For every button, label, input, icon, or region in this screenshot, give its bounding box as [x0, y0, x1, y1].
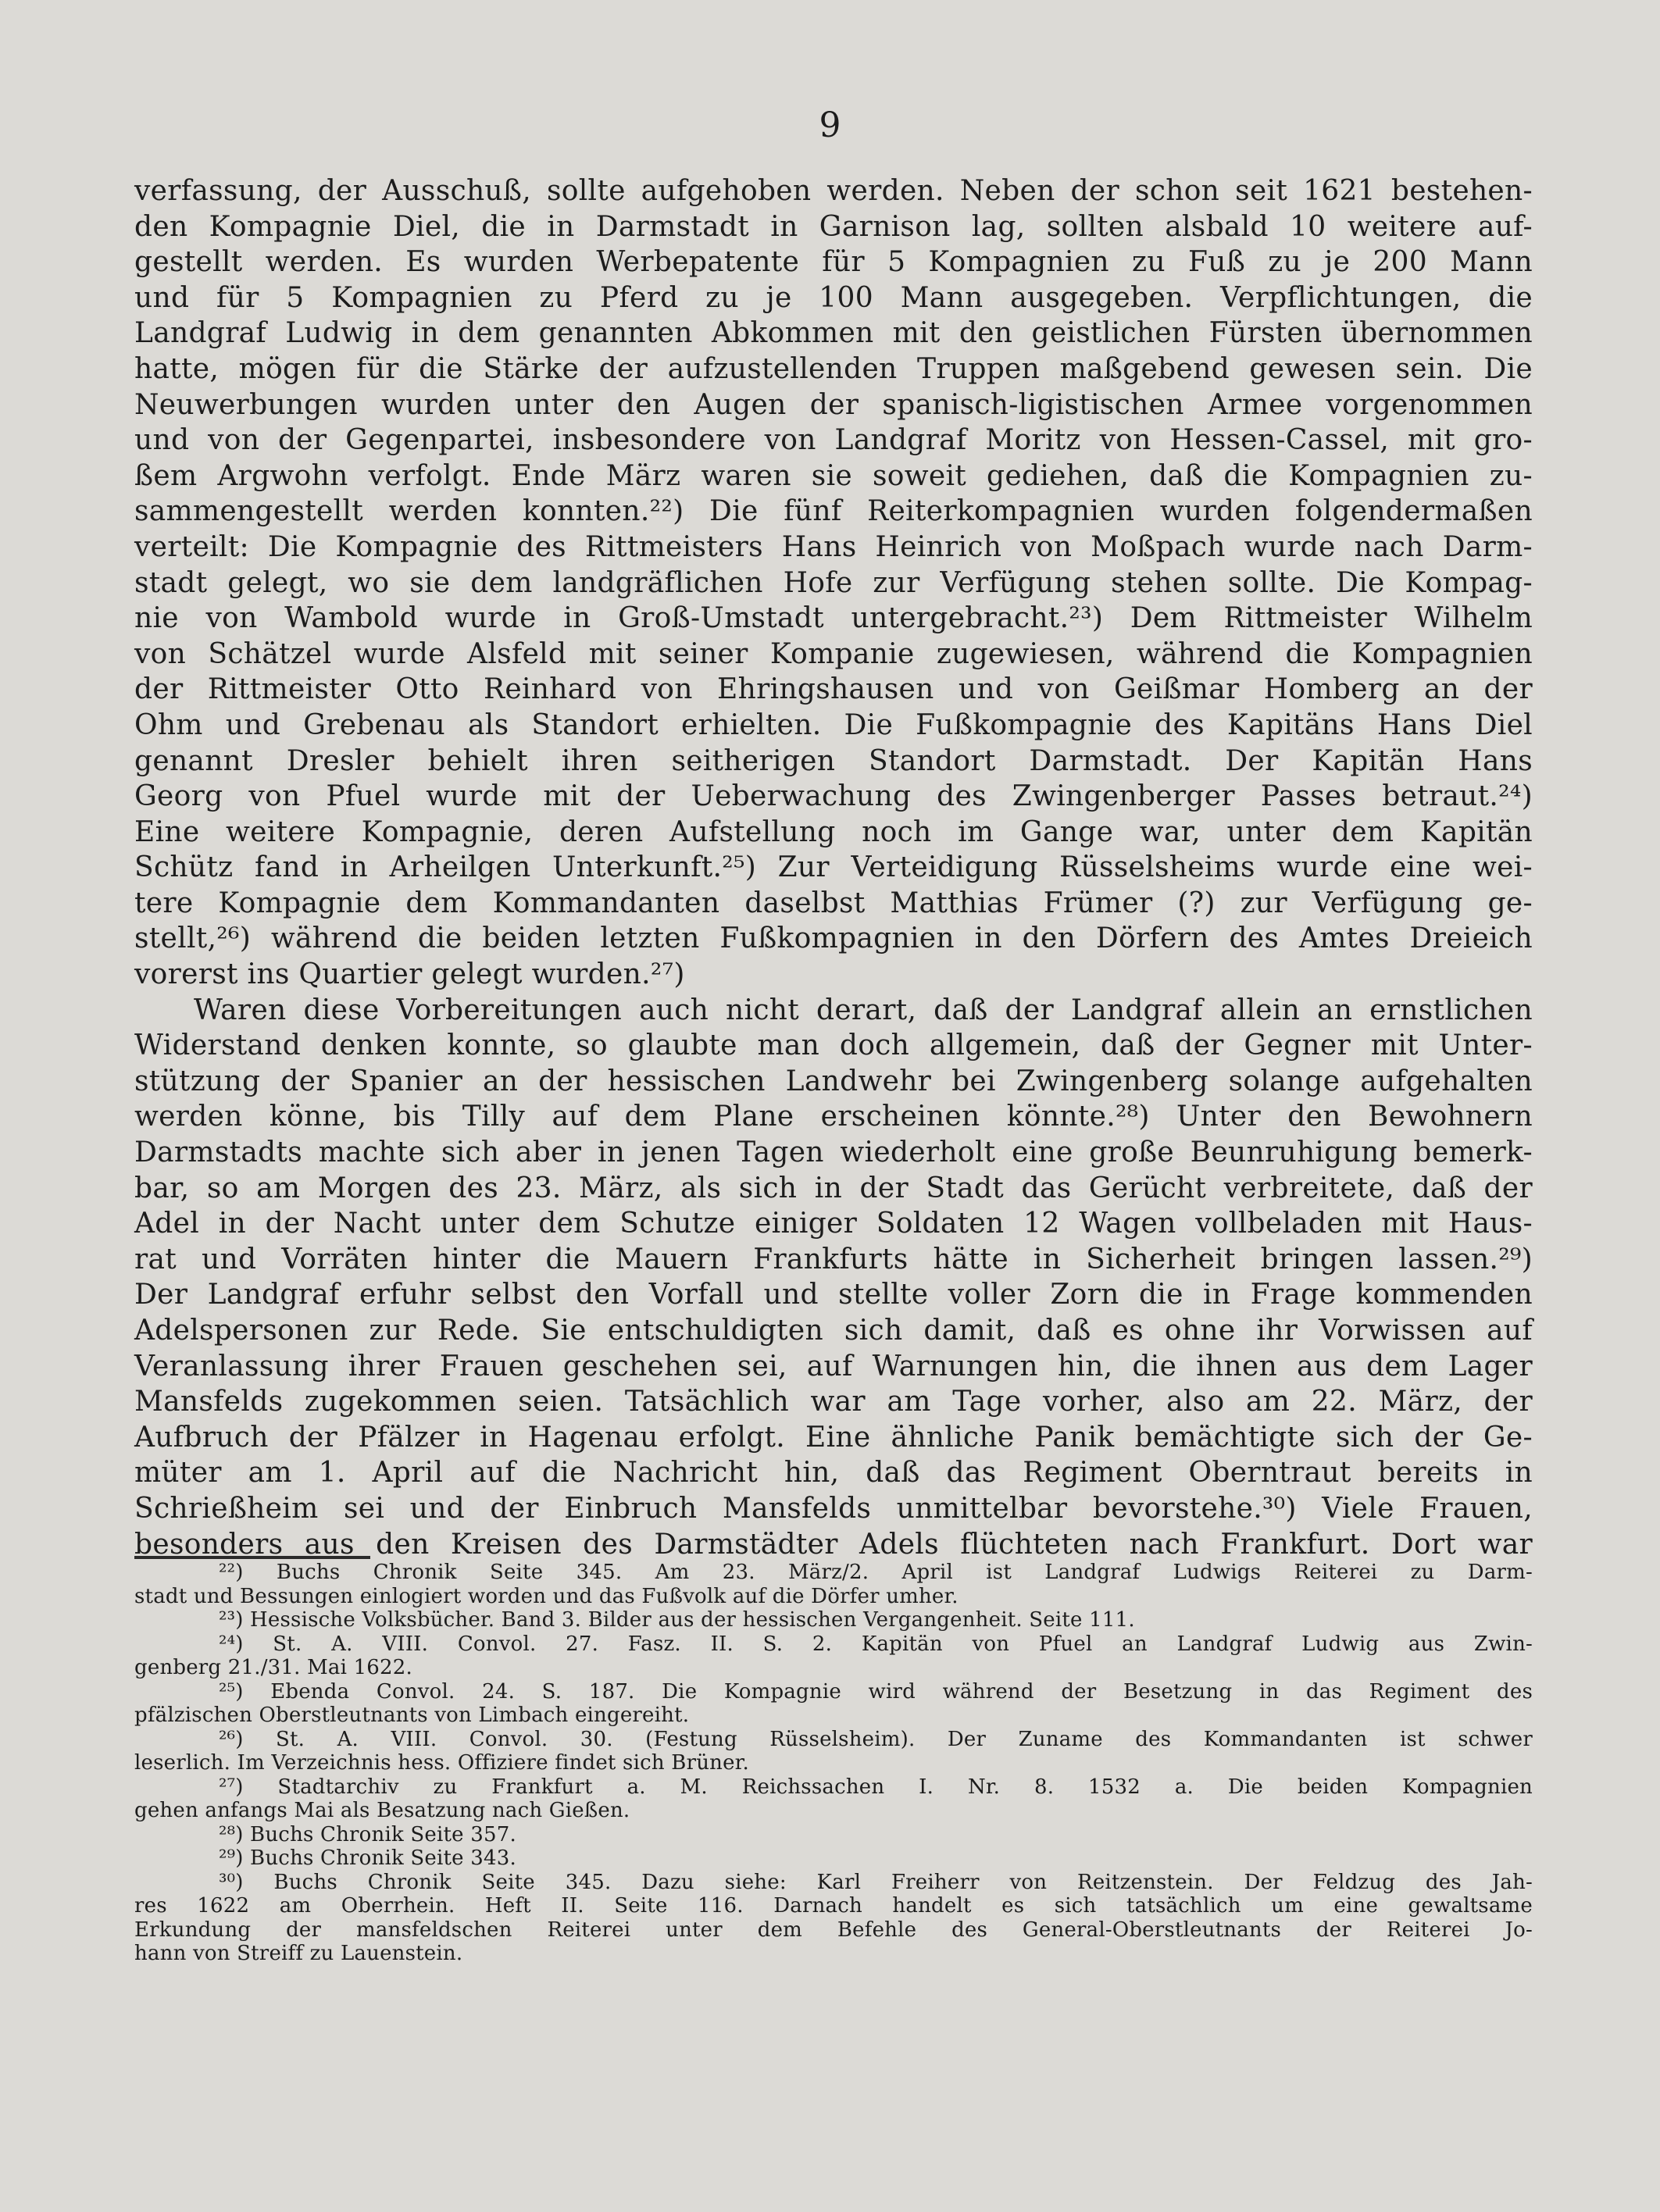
footnote-line: hann von Streiff zu Lauenstein. — [134, 1942, 463, 1965]
body-line: Aufbruch der Pfälzer in Hagenau erfolgt. Eine ähnliche Panik bemächtigte sich der Ge- — [134, 1421, 1533, 1454]
body-line: hatte, mögen für die Stärke der aufzustellenden Truppen maßgebend gewesen sein. Die — [134, 352, 1533, 385]
body-line: Schrießheim sei und der Einbruch Mansfelds unmittelbar bevorstehe.³⁰) Viele Frauen, — [134, 1492, 1533, 1525]
body-line: und von der Gegenpartei, insbesondere von Landgraf Moritz von Hessen-Cassel, mit gro- — [134, 424, 1533, 457]
footnote-line: genberg 21./31. Mai 1622. — [134, 1656, 412, 1679]
body-line: Adel in der Nacht unter dem Schutze einiger Soldaten 12 Wagen vollbeladen mit Haus- — [134, 1208, 1533, 1240]
body-line: verteilt: Die Kompagnie des Rittmeisters Hans Heinrich von Moßpach wurde nach Darm- — [134, 530, 1533, 563]
footnote-line: ²⁴) St. A. VIII. Convol. 27. Fasz. II. S. 2. Kapitän von Pfuel an Landgraf Ludwig aus Zwin- — [219, 1632, 1533, 1656]
body-line: besonders aus den Kreisen des Darmstädter Adels flüchteten nach Frankfurt. Dort war — [134, 1528, 1533, 1561]
body-line: Mansfelds zugekommen seien. Tatsächlich war am Tage vorher, also am 22. März, der — [134, 1386, 1533, 1418]
footnote-line: ²⁹) Buchs Chronik Seite 343. — [219, 1846, 516, 1870]
body-text — [134, 173, 1533, 1562]
footnote-line: ²⁸) Buchs Chronik Seite 357. — [219, 1822, 516, 1846]
body-line: Schütz fand in Arheilgen Unterkunft.²⁵) Zur Verteidigung Rüsselsheims wurde eine wei- — [134, 851, 1533, 884]
footnote-line: ²²) Buchs Chronik Seite 345. Am 23. März/2. April ist Landgraf Ludwigs Reiterei zu Darm- — [219, 1561, 1533, 1584]
body-line: Adelspersonen zur Rede. Sie entschuldigten sich damit, daß es ohne ihr Vorwissen auf — [134, 1315, 1533, 1347]
footnote-line: pfälzischen Oberstleutnants von Limbach eingereiht. — [134, 1704, 690, 1727]
body-line: der Rittmeister Otto Reinhard von Ehringshausen und von Geißmar Homberg an der — [134, 673, 1533, 706]
page-number: 9 — [819, 105, 841, 145]
body-line: gestellt werden. Es wurden Werbepatente für 5 Kompagnien zu Fuß zu je 200 Mann — [134, 246, 1533, 279]
body-line: nie von Wambold wurde in Groß-Umstadt untergebracht.²³) Dem Rittmeister Wilhelm — [134, 602, 1533, 635]
body-line: den Kompagnie Diel, die in Darmstadt in Garnison lag, sollten alsbald 10 weitere auf- — [134, 210, 1533, 243]
body-line: müter am 1. April auf die Nachricht hin, daß das Regiment Oberntraut bereits in — [134, 1457, 1533, 1490]
body-line: Waren diese Vorbereitungen auch nicht derart, daß der Landgraf allein an ernstlichen — [194, 994, 1533, 1026]
body-line: werden könne, bis Tilly auf dem Plane erscheinen könnte.²⁸) Unter den Bewohnern — [134, 1101, 1533, 1133]
body-line: stützung der Spanier an der hessischen Landwehr bei Zwingenberg solange aufgehalten — [134, 1065, 1533, 1097]
body-line: Neuwerbungen wurden unter den Augen der spanisch-ligistischen Armee vorgenommen — [134, 388, 1533, 421]
body-line: tere Kompagnie dem Kommandanten daselbst Matthias Frümer (?) zur Verfügung ge- — [134, 887, 1533, 919]
footnote-line: res 1622 am Oberrhein. Heft II. Seite 116. Darnach handelt es sich tatsächlich um eine gewaltsame — [134, 1894, 1533, 1918]
body-line: und für 5 Kompagnien zu Pferd zu je 100 Mann ausgegeben. Verpflichtungen, die — [134, 281, 1533, 314]
body-line: Ohm und Grebenau als Standort erhielten. Die Fußkompagnie des Kapitäns Hans Diel — [134, 708, 1533, 741]
body-line: Der Landgraf erfuhr selbst den Vorfall und stellte voller Zorn die in Frage kommenden — [134, 1279, 1533, 1311]
body-line: vorerst ins Quartier gelegt wurden.²⁷) — [134, 958, 685, 991]
footnote-line: ²⁶) St. A. VIII. Convol. 30. (Festung Rüsselsheim). Der Zuname des Kommandanten ist schwer — [219, 1727, 1533, 1751]
body-line: von Schätzel wurde Alsfeld mit seiner Kompanie zugewiesen, während die Kompagnien — [134, 637, 1533, 670]
body-line: stellt,²⁶) während die beiden letzten Fußkompagnien in den Dörfern des Amtes Dreieich — [134, 922, 1533, 955]
body-line: Veranlassung ihrer Frauen geschehen sei, auf Warnungen hin, die ihnen aus dem Lager — [134, 1350, 1533, 1382]
body-line: Georg von Pfuel wurde mit der Ueberwachung des Zwingenberger Passes betraut.²⁴) — [134, 780, 1533, 813]
footnote-line: ³⁰) Buchs Chronik Seite 345. Dazu siehe: Karl Freiherr von Reitzenstein. Der Feldzug des Jah- — [219, 1870, 1533, 1894]
body-line: stadt gelegt, wo sie dem landgräflichen Hofe zur Verfügung stehen sollte. Die Kompag- — [134, 566, 1533, 599]
body-line: Widerstand denken konnte, so glaubte man doch allgemein, daß der Gegner mit Unter- — [134, 1029, 1533, 1062]
footnote-line: stadt und Bessungen einlogiert worden und das Fußvolk auf die Dörfer umher. — [134, 1584, 959, 1608]
body-line: Landgraf Ludwig in dem genannten Abkommen mit den geistlichen Fürsten übernommen — [134, 317, 1533, 350]
body-line: sammengestellt werden konnten.²²) Die fünf Reiterkompagnien wurden folgendermaßen — [134, 495, 1533, 528]
body-line: Eine weitere Kompagnie, deren Aufstellung noch im Gange war, unter dem Kapitän — [134, 815, 1533, 848]
footnote-line: ²⁵) Ebenda Convol. 24. S. 187. Die Kompagnie wird während der Besetzung in das Regiment des — [219, 1679, 1533, 1704]
footnote-line: ²³) Hessische Volksbücher. Band 3. Bilder aus der hessischen Vergangenheit. Seite 111. — [219, 1608, 1135, 1632]
footnote-separator — [134, 1556, 370, 1559]
body-line: rat und Vorräten hinter die Mauern Frankfurts hätte in Sicherheit bringen lassen.²⁹) — [134, 1243, 1533, 1275]
footnote-line: Erkundung der mansfeldschen Reiterei unter dem Befehle des General-Oberstleutnants der Reiterei Jo- — [134, 1918, 1533, 1942]
body-line: ßem Argwohn verfolgt. Ende März waren sie soweit gediehen, daß die Kompagnien zu- — [134, 459, 1533, 492]
footnote-line: leserlich. Im Verzeichnis hess. Offiziere findet sich Brüner. — [134, 1751, 749, 1775]
body-line: verfassung, der Ausschuß, sollte aufgehoben werden. Neben der schon seit 1621 bestehen- — [134, 175, 1533, 207]
footnotes — [134, 1561, 1533, 1966]
body-line: Darmstadts machte sich aber in jenen Tagen wiederholt eine große Beunruhigung bemerk- — [134, 1136, 1533, 1169]
body-line: genannt Dresler behielt ihren seitherigen Standort Darmstadt. Der Kapitän Hans — [134, 744, 1533, 777]
footnote-line: ²⁷) Stadtarchiv zu Frankfurt a. M. Reichssachen I. Nr. 8. 1532 a. Die beiden Kompagnien — [219, 1775, 1533, 1799]
body-line: bar, so am Morgen des 23. März, als sich in der Stadt das Gerücht verbreitete, daß der — [134, 1172, 1533, 1204]
footnote-line: gehen anfangs Mai als Besatzung nach Gießen. — [134, 1799, 630, 1822]
